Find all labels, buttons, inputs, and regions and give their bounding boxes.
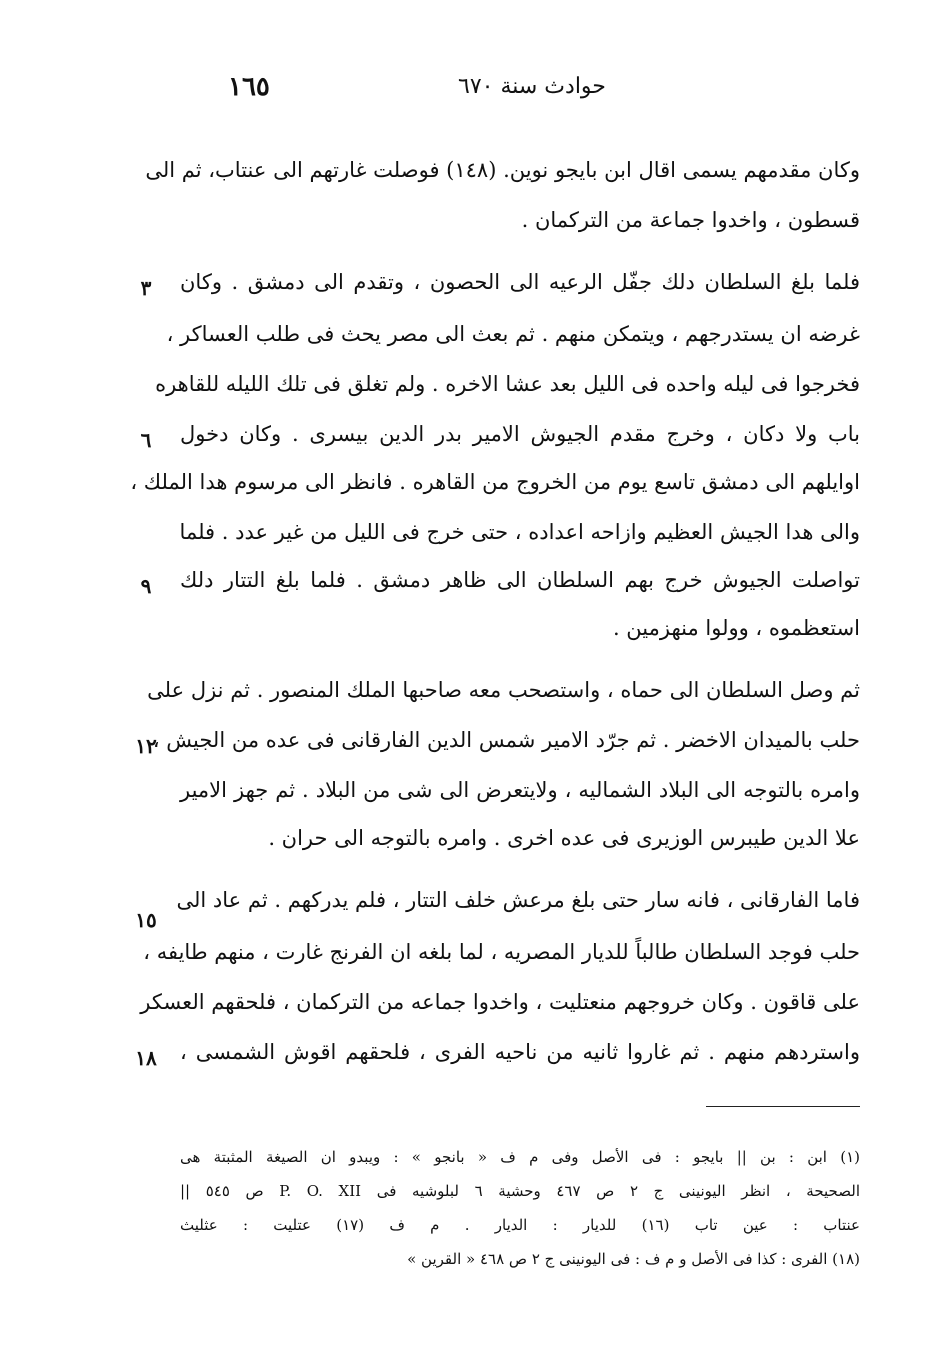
text-line: فاما الفارقانى ، فانه سار حتى بلغ مرعش خلف التتار ، فلم يدركهم . ثم عاد الى bbox=[176, 888, 860, 912]
line-number: ١٢ bbox=[135, 734, 157, 758]
footnote-line: الصحيحة ، انظر اليونينى ج ٢ ص ٤٦٧ وحشية ٦ لبلوشيه فى P. O. XII ص ٥٤٥ || bbox=[180, 1182, 860, 1200]
footnote-line: عنتاب : عين تاب (١٦) للديار : الديار . م ف (١٧) عتليت : عثليث bbox=[180, 1216, 860, 1234]
text-line: قسطون ، واخدوا جماعة من التركمان . bbox=[521, 208, 860, 232]
text-line: غرضه ان يستدرجهم ، ويتمكن منهم . ثم بعث الى مصر يحث فى طلب العساكر ، bbox=[166, 322, 860, 346]
page-number: ١٦٥ bbox=[228, 72, 270, 102]
line-number: ١٥ bbox=[135, 908, 157, 932]
footnote-line: (١) ابن : بن || بايجو : فى الأصل وفى م ف « بانجو » : ويبدو ان الصيغة المثبتة هى bbox=[180, 1148, 860, 1166]
running-title: حوادث سنة ٦٧٠ bbox=[458, 74, 606, 99]
line-number: ٦ bbox=[140, 428, 152, 452]
text-line: حلب بالميدان الاخضر . ثم جرّد الامير شمس الدين الفارقانى فى عده من الجيش ، bbox=[152, 728, 860, 752]
footnote-divider bbox=[706, 1106, 860, 1107]
text-line: ثم وصل السلطان الى حماه ، واستصحب معه صاحبها الملك المنصور . ثم نزل على bbox=[147, 678, 860, 702]
text-line: تواصلت الجيوش خرج بهم السلطان الى ظاهر دمشق . فلما بلغ التتار دلك bbox=[180, 568, 860, 592]
text-line: وامره بالتوجه الى البلاد الشماليه ، ولايتعرض الى شى من البلاد . ثم جهز الامير bbox=[180, 778, 860, 802]
text-line: علا الدين طيبرس الوزيرى فى عده اخرى . وامره بالتوجه الى حران . bbox=[268, 826, 860, 850]
text-line: فخرجوا فى ليله واحده فى الليل بعد عشا الاخره . ولم تغلق فى تلك الليله للقاهره bbox=[155, 372, 860, 396]
text-line: فلما بلغ السلطان دلك جفّل الرعيه الى الحصون ، وتقدم الى دمشق . وكان bbox=[180, 270, 860, 294]
text-line: على قاقون . وكان خروجهم منعتليت ، واخدوا جماعه من التركمان ، فلحقهم العسكر bbox=[140, 990, 860, 1014]
footnote-line: (١٨) الفرى : كذا فى الأصل و م ف : فى اليونينى ج ٢ ص ٤٦٨ « القرين » bbox=[407, 1250, 860, 1268]
line-number: ١٨ bbox=[135, 1046, 157, 1070]
text-line: اوايلهم الى دمشق تاسع يوم من الخروج من القاهره . فانظر الى مرسوم هدا الملك ، bbox=[130, 470, 860, 494]
text-line: واستردهم منهم . ثم غاروا ثانيه من ناحيه الفرى ، فلحقهم اقوش الشمسى ، bbox=[180, 1040, 860, 1064]
text-line: والى هدا الجيش العظيم وازاحه اعداده ، حتى خرج فى الليل من غير عدد . فلما bbox=[179, 520, 860, 544]
line-number: ٣ bbox=[140, 276, 152, 300]
text-line: باب ولا دكان ، وخرج مقدم الجيوش الامير بدر الدين بيسرى . وكان دخول bbox=[180, 422, 861, 446]
line-number: ٩ bbox=[140, 574, 152, 598]
text-line: وكان مقدمهم يسمى اقال ابن بايجو نوين. (١٤٨) فوصلت غارتهم الى عنتاب، ثم الى bbox=[145, 158, 860, 182]
text-line: حلب فوجد السلطان طالباً للديار المصريه ، لما بلغه ان الفرنج غارت ، منهم طايفه ، bbox=[143, 940, 860, 964]
text-line: استعظموه ، وولوا منهزمين . bbox=[612, 616, 860, 640]
